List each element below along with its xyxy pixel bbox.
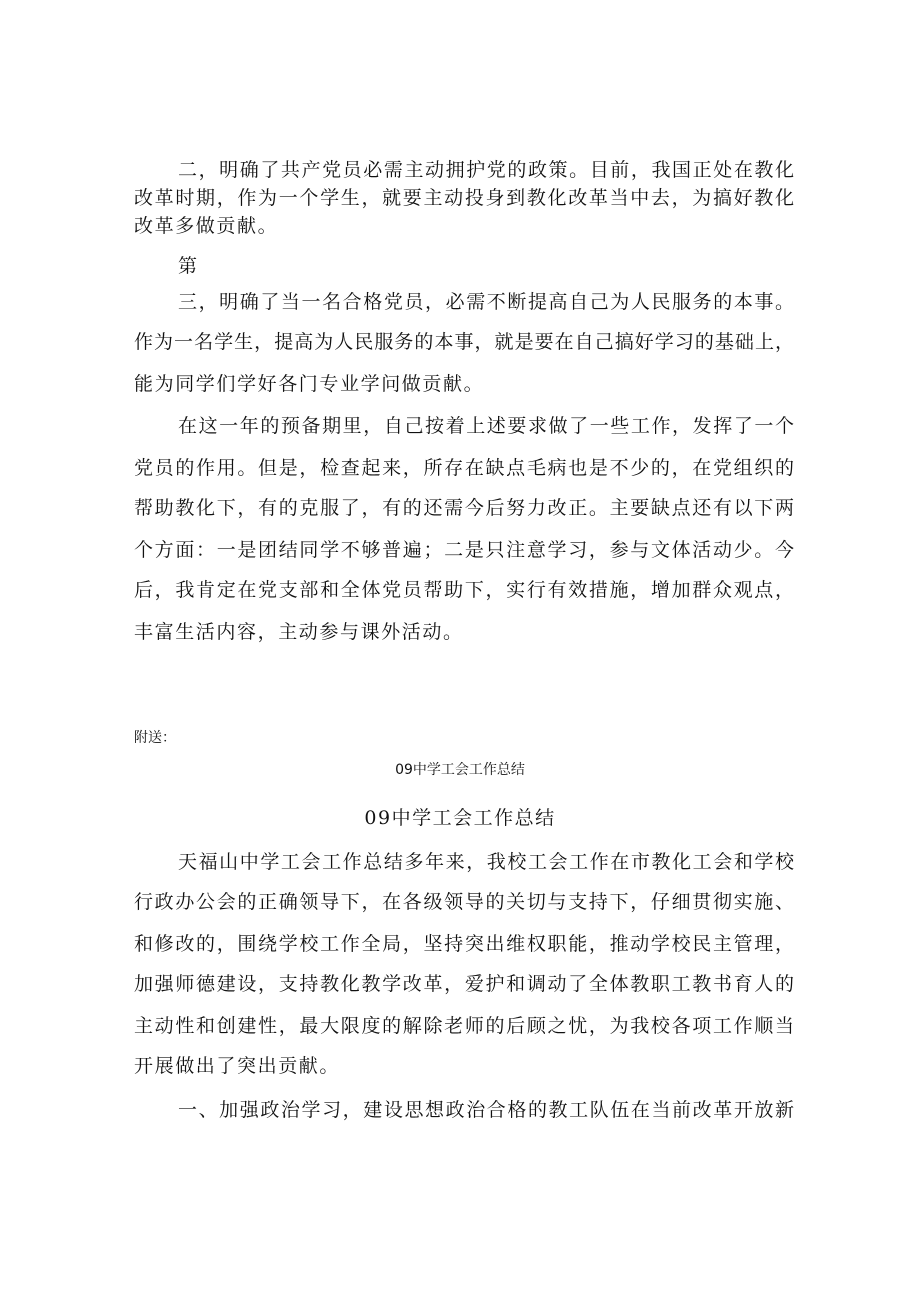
paragraph-line: 能为同学们学好各门专业学问做贡献。 bbox=[134, 373, 485, 395]
paragraph-line: 第 bbox=[178, 255, 199, 277]
paragraph-line: 加强师德建设，支持教化教学改革，爱护和调动了全体教职工教书育人的 bbox=[134, 973, 794, 995]
paragraph-line: 改革多做贡献。 bbox=[134, 215, 279, 237]
paragraph-line: 二，明确了共产党员必需主动拥护党的政策。目前，我国正处在教化 bbox=[178, 159, 794, 181]
paragraph-line: 丰富生活内容，主动参与课外活动。 bbox=[134, 621, 464, 643]
paragraph-line: 党员的作用。但是，检查起来，所存在缺点毛病也是不少的，在党组织的 bbox=[134, 457, 794, 479]
paragraph-line: 帮助教化下，有的克服了，有的还需今后努力改正。主要缺点还有以下两 bbox=[134, 497, 794, 519]
appendix-label: 附送： bbox=[134, 730, 176, 746]
paragraph-line: 后，我肯定在党支部和全体党员帮助下，实行有效措施，增加群众观点， bbox=[134, 579, 794, 601]
paragraph-line: 行政办公会的正确领导下，在各级领导的关切与支持下，仔细贯彻实施、 bbox=[134, 891, 794, 913]
paragraph-line: 天福山中学工会工作总结多年来，我校工会工作在市教化工会和学校 bbox=[178, 851, 794, 873]
paragraph-line: 改革时期，作为一个学生，就要主动投身到教化改革当中去，为搞好教化 bbox=[134, 187, 794, 209]
paragraph-line: 和修改的，围绕学校工作全局，坚持突出维权职能，推动学校民主管理， bbox=[134, 933, 794, 955]
paragraph-line: 三，明确了当一名合格党员，必需不断提高自己为人民服务的本事。 bbox=[178, 291, 794, 313]
document-title: 09中学工会工作总结 bbox=[364, 807, 556, 829]
paragraph-line: 在这一年的预备期里，自己按着上述要求做了一些工作，发挥了一个 bbox=[178, 415, 794, 437]
paragraph-line: 个方面：一是团结同学不够普遍；二是只注意学习，参与文体活动少。今 bbox=[134, 539, 794, 561]
paragraph-line: 开展做出了突出贡献。 bbox=[134, 1055, 341, 1077]
paragraph-line: 一、加强政治学习，建设思想政治合格的教工队伍在当前改革开放新 bbox=[178, 1099, 794, 1121]
paragraph-line: 作为一名学生，提高为人民服务的本事，就是要在自己搞好学习的基础上， bbox=[134, 331, 794, 353]
paragraph-line: 主动性和创建性，最大限度的解除老师的后顾之忧，为我校各项工作顺当 bbox=[134, 1015, 794, 1037]
appendix-small-title: 09中学工会工作总结 bbox=[395, 762, 525, 778]
